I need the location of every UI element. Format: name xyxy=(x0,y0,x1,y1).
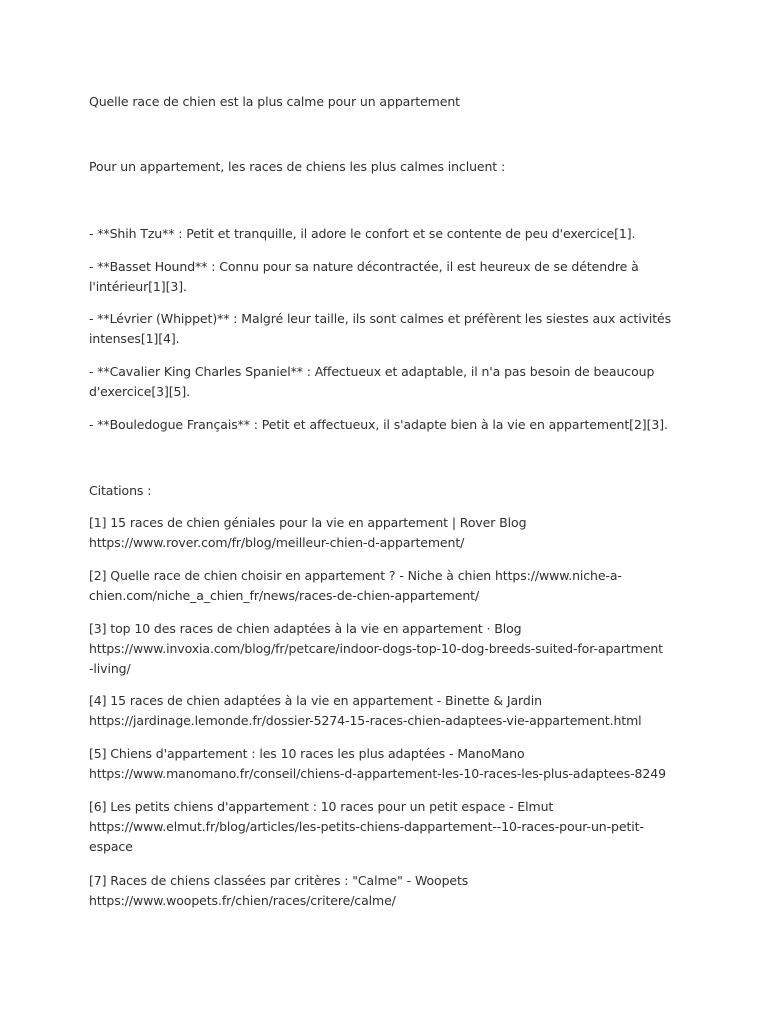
citation-5: [5] Chiens d'appartement : les 10 races les plus adaptées - ManoMano https://www.manomano.fr/conseil/chiens-d-appartement-les-10-races-les-plus-adaptees-8249 xyxy=(89,746,666,781)
breed-item-whippet: - **Lévrier (Whippet)** : Malgré leur taille, ils sont calmes et préfèrent les siestes aux activités intenses[1][4]. xyxy=(89,311,672,346)
citation-3: [3] top 10 des races de chien adaptées à la vie en appartement · Blog https://www.invoxia.com/blog/fr/petcare/indoor-dogs-top-10-dog-breeds-suited-for-apartment -living/ xyxy=(89,621,663,676)
breed-item-shih-tzu: - **Shih Tzu** : Petit et tranquille, il adore le confort et se contente de peu d'exercice[1]. xyxy=(89,226,636,241)
intro-paragraph: Pour un appartement, les races de chiens les plus calmes incluent : xyxy=(89,159,506,174)
citation-7: [7] Races de chiens classées par critères : "Calme" - Woopets https://www.woopets.fr/chien/races/critere/calme/ xyxy=(89,873,469,908)
breed-item-basset-hound: - **Basset Hound** : Connu pour sa nature décontractée, il est heureux de se détendre à l'intérieur[1][3]. xyxy=(89,259,639,294)
question-heading: Quelle race de chien est la plus calme pour un appartement xyxy=(89,94,460,109)
citation-2: [2] Quelle race de chien choisir en appartement ? - Niche à chien https://www.niche-a- chien.com/niche_a_chien_fr/news/races-de-chien-appartement/ xyxy=(89,568,622,603)
citation-4: [4] 15 races de chien adaptées à la vie en appartement - Binette & Jardin https://jardinage.lemonde.fr/dossier-5274-15-races-chien-adaptees-vie-appartement.html xyxy=(89,693,642,728)
citations-heading: Citations : xyxy=(89,483,152,498)
citation-1: [1] 15 races de chien géniales pour la vie en appartement | Rover Blog https://www.rover.com/fr/blog/meilleur-chien-d-appartement/ xyxy=(89,515,527,550)
breed-item-bouledogue: - **Bouledogue Français** : Petit et affectueux, il s'adapte bien à la vie en appartement[2][3]. xyxy=(89,417,668,432)
citation-6: [6] Les petits chiens d'appartement : 10 races pour un petit espace - Elmut https://www.elmut.fr/blog/articles/les-petits-chiens-dappartement--10-races-pour-un-petit- espace xyxy=(89,799,644,854)
breed-item-cavalier: - **Cavalier King Charles Spaniel** : Affectueux et adaptable, il n'a pas besoin de beaucoup d'exercice[3][5]. xyxy=(89,364,655,399)
